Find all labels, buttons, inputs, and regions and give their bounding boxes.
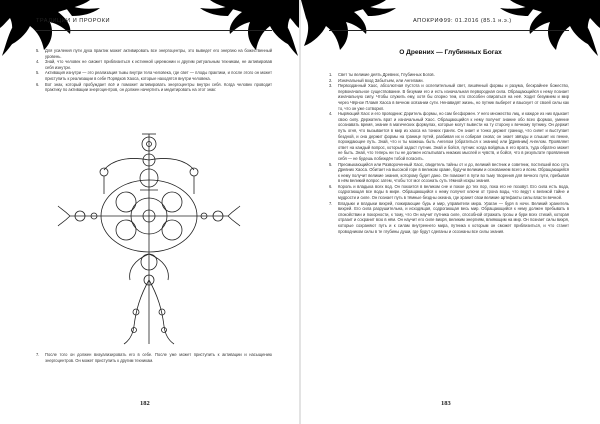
- text-column: [329, 72, 569, 234]
- list-item: 3. Первозданный Хаос, абсолютная пустота и ослепительный свет, лишённый формы и разума, бескрайнее божество, первоначальное существование. В безумии его и есть изначальная первородная сила. Обращающийся к нему познает изначальную силу. Чтобы служить ему, хотя бы спорно тем, кто способен опираться на неё. Ходит безумием и мир через Чёрное Пламя Хаоса в вечном осязании сути. Ненавидят жизнь, но путник выберет и взыскует от своей силы как то, что он уже сотворил.: [329, 83, 569, 111]
- list-item: 5. Для усиления пути духа практик может активировать все энергоцентры, это выведет его энергию на божественный уровень.: [36, 48, 272, 59]
- running-head: АПОКРИФ99: 01.2016 (85.1 н.э.): [413, 18, 512, 24]
- list-item: 5. Активация изнутри — это реализация тьмы внутри тела человека, где свет — плоды практики, и после этого он может приступить к реализации в себе Порядков Хаоса, которые находятся внутри человека.: [36, 70, 272, 81]
- right-page: [301, 0, 600, 424]
- list-item: 4. Знай, что человек не сможет приблизиться к истинной церемонии и другим ритуальным техникам, не активировав себя изнутри.: [36, 59, 272, 70]
- text-column-bottom: [36, 352, 272, 363]
- energy-sigil-figure-icon: [56, 130, 242, 348]
- list-item: 6. Вот знак, который пробуждает всё и поможет активировать энергоцентры внутри себя. Когда человек проводит практику по активации энергоцентров, он должен начертить и медитировать на этот знак:: [36, 81, 272, 93]
- list-item: 1. Свет ты великие деять Древних, Глубинных Богов.: [329, 72, 435, 77]
- running-head: ТРАДИЦИИ И ПРОРОКИ: [36, 18, 111, 24]
- page-number: 183: [441, 400, 451, 407]
- header-rule: [36, 30, 272, 31]
- list-item: 4. Ныряющий Хаос и его проводник: Дэритель формы, но сам бесформен. У него множество лиц, и каждое из них вдыхает свою силу. Держатель врат и изначальный Хаос. Обращающийся к нему получит знание обо всех формах, умение осознавать время, знание в магических формулах, которые могут вывести на ту сторону к вечному путнику. Он держит путь огня, что вызывается в мир из хаоса на тонких гранях. Он знает и тонко держит границу, что сияет и выступает бездной, и она держит формы на границе путей, разбивая их и собирая снова; он знает звёзды и слышит их пение, порождающее путь. Знай, что и ты можешь быть Ангелом (обратиться к знанию) или [Древним] Ангелом. Проявляет ответ на каждый вопрос, который задаст путник. Знай и бойся, путник: когда войдёшь в его врата, туда обратно может не быть. Знай, что теперь ни ты не должен испытывать никаких мыслей и чувств, и бойся, что в результате проявления себя — не будешь побеждён тобой погасить.: [329, 111, 569, 161]
- list-item: 6. Король и владыка всех вод. Он покоится в великом сне и покое до тех пор, пока его не позовут. Его сила есть вода, содрогающая все воды в мире. Обращающийся к нему получит ключи от трона воды, что ведут к великой тайне и мудрости и силе. Он познает путь в тёмные бездны океана, где хранит свои великие артефакты силы власти вечной.: [329, 183, 569, 201]
- left-page: [0, 0, 299, 424]
- list-item: 5. Пресмыкающийся или Развороченный Хаос, свидетель тайны от и до, великий вестник и советник, постигший всю суть Древних Хаоса. Обитает на высокой горе в великом храме, будучи великим и основанием всего и всем. Обращающийся к нему получит великие знания, которому будет дано. Он поможет в пути во тьму творения для вечного пути, пребывая в нём великий вопрос затем, чтобы тот мог осознать суть тёмной искры знания.: [329, 161, 569, 184]
- page-number: 182: [140, 400, 150, 407]
- text-column-top: [36, 48, 272, 93]
- chapter-subtitle: О Древних — Глубинных Богах: [399, 49, 502, 56]
- list-item: 7. Владыки и владыки вихрей, пожирающие бурь и мир, управители мира. Ураган — буря в ночи. Великий хранитель вихрей. Его сила разрушительна, и исходящая, содрогающая весь мир. Обращающийся к нему должен пребывать в спокойствии и покорности, к тому, что Он научит путника силе, способной отражать грозы и бури всех стихий, которая отразит и сохранит всю в нём. Он научит его силе вихря, великим энергиям, влияющим на мир. Он познает силы вихря, которые сохраняют путь и к силам внутреннего мира, путника к которым он сможет приблизиться, и что станет проводником силы в те глубины души, где будут сделаны и осознаны все силы знания.: [329, 200, 569, 234]
- list-item: 2. Изначальный вход Забытьем, или Ангелами.: [329, 77, 424, 83]
- header-rule: [329, 30, 569, 31]
- list-item: 7. После того он должен визуализировать его в себе. После уже может приступить к активации и насыщению энергоцентров. Он может приступить к другим техникам.: [36, 352, 272, 363]
